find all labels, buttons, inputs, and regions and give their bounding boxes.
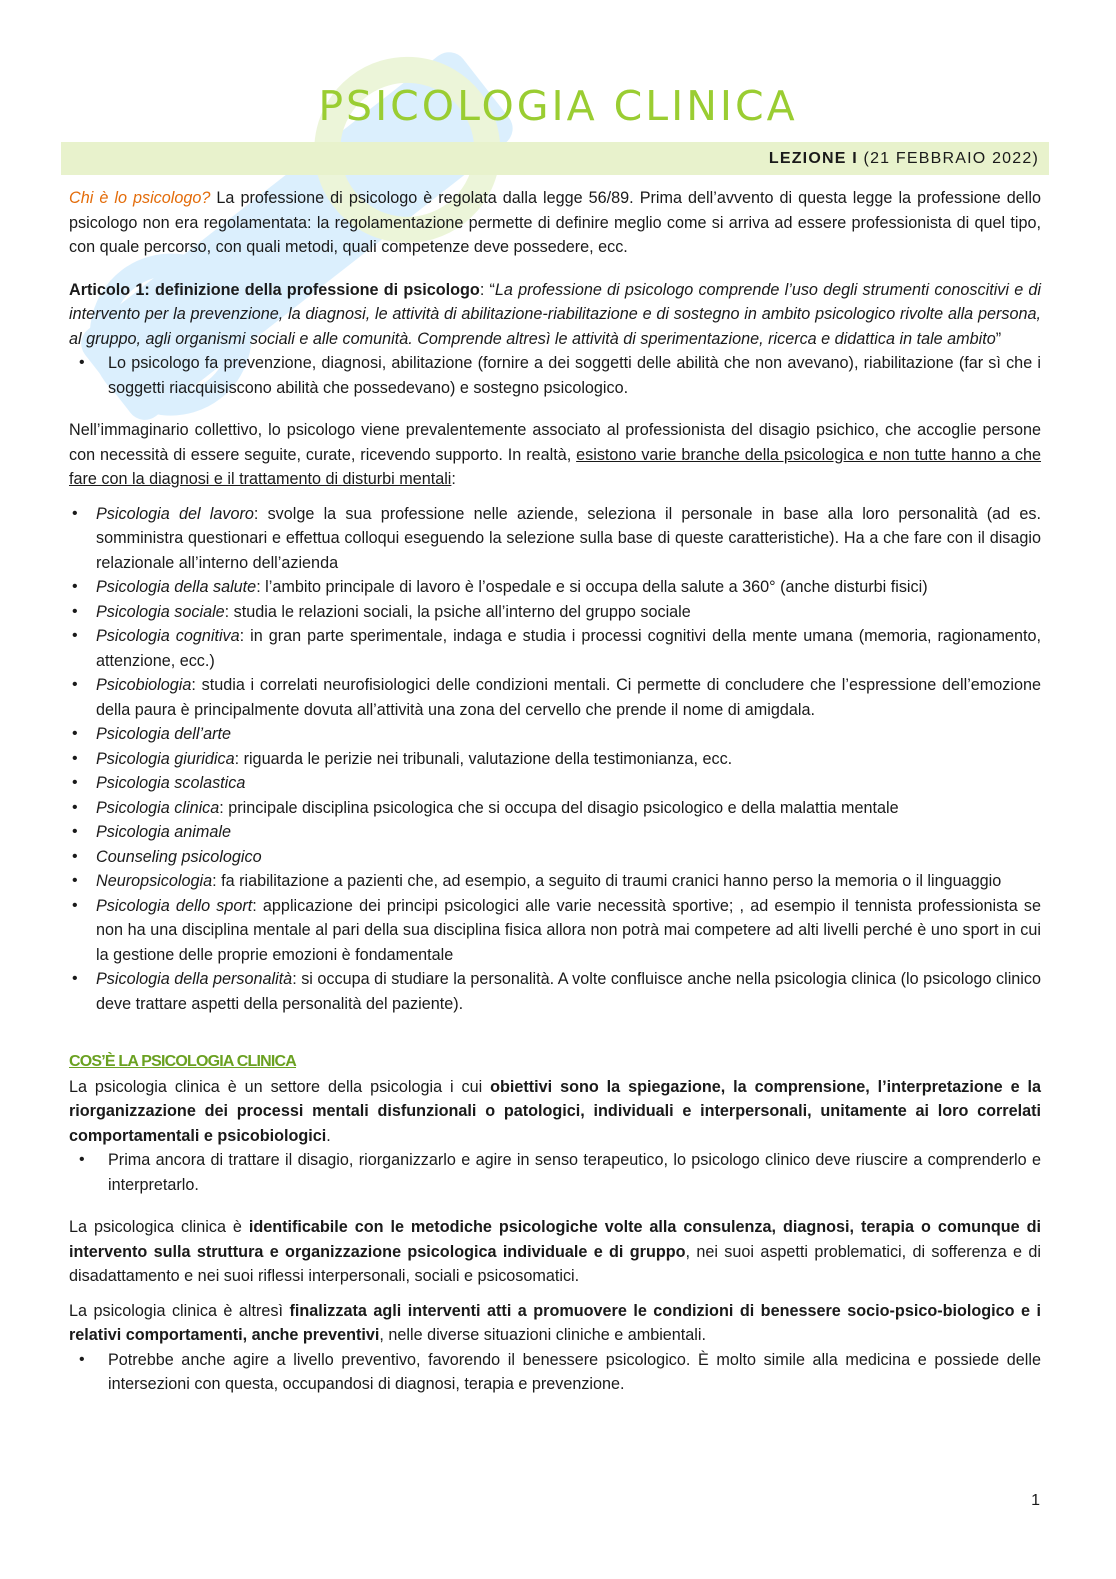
list-item: [69, 673, 1041, 722]
branch-name: Psicologia scolastica: [96, 774, 246, 792]
p3-text: La psicologia clinica è altresì: [69, 1301, 290, 1320]
document-body: [69, 186, 1041, 1397]
branch-desc: : svolge la sua professione nelle aziende, seleziona il personale in base alla loro personalità (ad es. somministra questionari e effettua colloqui eseguendo la selezione sulla base di queste caratteristiche). Ha a che fare con il disagio relazionale all’interno dell’azienda: [96, 504, 1041, 572]
lesson-bar: [61, 142, 1049, 175]
branch-desc: : si occupa di studiare la personalità. A volte confluisce anche nella psicologia clinica (lo psicologo clinico deve trattare aspetti della personalità del paziente).: [96, 970, 1042, 1013]
article-colon: : “: [479, 280, 495, 299]
branch-name: Psicologia del lavoro: [96, 504, 254, 523]
collective-text: Nell’immaginario collettivo, lo psicologo viene prevalentemente associato al professionista del disagio psichico, che accoglie persone con necessità di essere seguite, curate, ricevendo supporto. In realtà,: [69, 421, 1041, 464]
branch-name: Psicobiologia: [96, 676, 192, 694]
section-bullet-1-text: Prima ancora di trattare il disagio, riorganizzarlo e agire in senso terapeutico, lo psicologo clinico deve riuscire a comprenderlo e interpretarlo.: [108, 1151, 1041, 1194]
collective-end: :: [451, 470, 456, 488]
branch-name: Psicologia dello sport: [96, 896, 253, 915]
article-label: Articolo 1: definizione della professione di psicologo: [69, 280, 480, 299]
section-paragraph-3: [69, 1299, 1041, 1348]
p2-bold: identificabile con le metodiche psicologiche volte alla consulenza, diagnosi, terapia o comunque di intervento sulla struttura e organizzazione psicologica individuale e di gruppo: [69, 1218, 1041, 1261]
intro-text: La professione di psicologo è regolata dalla legge 56/89. Prima dell’avvento di questa legge la professione dello psicologo non era regolamentata: la regolamentazione permette di definire meglio come si arriva ad essere professionista di quel tipo, con quale percorso, con quali metodi, quali competenze deve possedere, ecc.: [69, 189, 1042, 256]
article-close: ”: [995, 329, 1002, 348]
section-paragraph-2: [69, 1215, 1041, 1289]
branch-desc: : riguarda le perizie nei tribunali, valutazione della testimonianza, ecc.: [234, 749, 733, 768]
p2-end: , nei suoi aspetti problematici, di sofferenza e di disadattamento e nei suoi riflessi interpersonali, sociali e psicosomatici.: [69, 1242, 1041, 1285]
p1-end: .: [326, 1126, 331, 1145]
intro-paragraph: [69, 186, 1041, 260]
branches-list: [69, 502, 1041, 1017]
section-bullet-1: [69, 1148, 1041, 1197]
branch-desc: : applicazione dei principi psicologici alle varie necessità sportive; , ad esempio il tennista professionista se non ha una disciplina mentale al pari della sua disciplina fisica allora non potrà mai competere ad alti livelli perché è uno sport in cui la gestione delle proprie emozioni è fondamentale: [96, 896, 1041, 964]
branch-name: Neuropsicologia: [96, 872, 213, 890]
list-item: [69, 722, 1041, 747]
list-item: [69, 502, 1041, 576]
list-item: [69, 845, 1041, 870]
branch-name: Counseling psicologico: [96, 847, 262, 866]
page-number: 1: [1031, 1492, 1040, 1509]
branch-name: Psicologia sociale: [96, 602, 225, 621]
list-item: [69, 624, 1041, 673]
page-title: PSICOLOGIA CLINICA: [318, 82, 798, 130]
branch-name: Psicologia della salute: [96, 578, 257, 596]
intro-question: Chi è lo psicologo?: [69, 189, 211, 207]
branch-desc: : fa riabilitazione a pazienti che, ad esempio, a seguito di traumi cranici hanno perso la memoria o il linguaggio: [212, 872, 1002, 890]
section-bullet-2-text: Potrebbe anche agire a livello preventivo, favorendo il benessere psicologico. È molto simile alla medicina e possiede delle intersezioni con questa, occupandosi di diagnosi, terapia e prevenzione.: [108, 1350, 1041, 1393]
lesson-date: (21 FEBBRAIO 2022): [863, 150, 1039, 167]
p3-end: , nelle diverse situazioni cliniche e ambientali.: [379, 1326, 706, 1344]
p1-text: La psicologia clinica è un settore della psicologia i cui: [69, 1077, 491, 1096]
section-heading: COS’È LA PSICOLOGIA CLINICA: [69, 1053, 297, 1070]
article-quote: La professione di psicologo comprende l’uso degli strumenti conoscitivi e di intervento per la prevenzione, la diagnosi, le attività di abilitazione-riabilitazione e di sostegno in ambito psicologico rivolte alla persona, al gruppo, agli organismi sociali e alle comunità. Comprende altresì le attività di sperimentazione, ricerca e didattica in tale ambito: [69, 280, 1042, 348]
list-item: [69, 796, 1041, 821]
lesson-label: LEZIONE I: [768, 150, 858, 167]
list-item: [69, 747, 1041, 772]
collective-paragraph: [69, 418, 1041, 492]
section-paragraph-1: [69, 1075, 1041, 1149]
p3-bold: finalizzata agli interventi atti a promuovere le condizioni di benessere socio-psico-biologico e i relativi comportamenti, anche preventivi: [69, 1301, 1041, 1344]
article-bullet-text: Lo psicologo fa prevenzione, diagnosi, abilitazione (fornire a dei soggetti delle abilità che non avevano), riabilitazione (far sì che i soggetti riacquisiscono abilità che possedevano) e sostegno psicologico.: [108, 354, 1041, 397]
list-item: [69, 869, 1041, 894]
collective-underlined: esistono varie branche della psicologica e non tutte hanno a che fare con la diagnosi e il trattamento di disturbi mentali: [69, 445, 1042, 488]
branch-desc: : principale disciplina psicologica che si occupa del disagio psicologico e della malattia mentale: [219, 798, 899, 817]
branch-name: Psicologia animale: [96, 823, 231, 841]
article-paragraph: [69, 278, 1041, 352]
branch-desc: : in gran parte sperimentale, indaga e studia i processi cognitivi della mente umana (memoria, ragionamento, attenzione, ecc.): [96, 627, 1042, 670]
list-item: [69, 575, 1041, 600]
branch-desc: : studia le relazioni sociali, la psiche all’interno del gruppo sociale: [224, 602, 691, 621]
p2-text: La psicologica clinica è: [69, 1218, 249, 1236]
list-item: [69, 771, 1041, 796]
article-bullet: [69, 351, 1041, 400]
list-item: [69, 820, 1041, 845]
branch-name: Psicologia della personalità: [96, 970, 293, 988]
branch-name: Psicologia giuridica: [96, 749, 235, 768]
section-bullet-2: [69, 1348, 1041, 1397]
branch-desc: : studia i correlati neurofisiologici delle condizioni mentali. Ci permette di concludere che l’espressione dell’emozione della paura è principalmente dovuta all’attività una zona del cervello che prende il nome di amigdala.: [96, 676, 1041, 719]
list-item: [69, 600, 1041, 625]
branch-desc: : l’ambito principale di lavoro è l’ospedale e si occupa della salute a 360° (anche disturbi fisici): [256, 578, 928, 596]
list-item: [69, 967, 1041, 1016]
list-item: [69, 894, 1041, 968]
branch-name: Psicologia cognitiva: [96, 627, 240, 645]
branch-name: Psicologia dell’arte: [96, 725, 231, 743]
p1-bold: obiettivi sono la spiegazione, la comprensione, l’interpretazione e la riorganizzazione dei processi mentali disfunzionali o patologici, individuali e interpersonali, unitamente ai loro correlati comportamentali e psicobiologici: [69, 1077, 1041, 1145]
branch-name: Psicologia clinica: [96, 798, 220, 817]
